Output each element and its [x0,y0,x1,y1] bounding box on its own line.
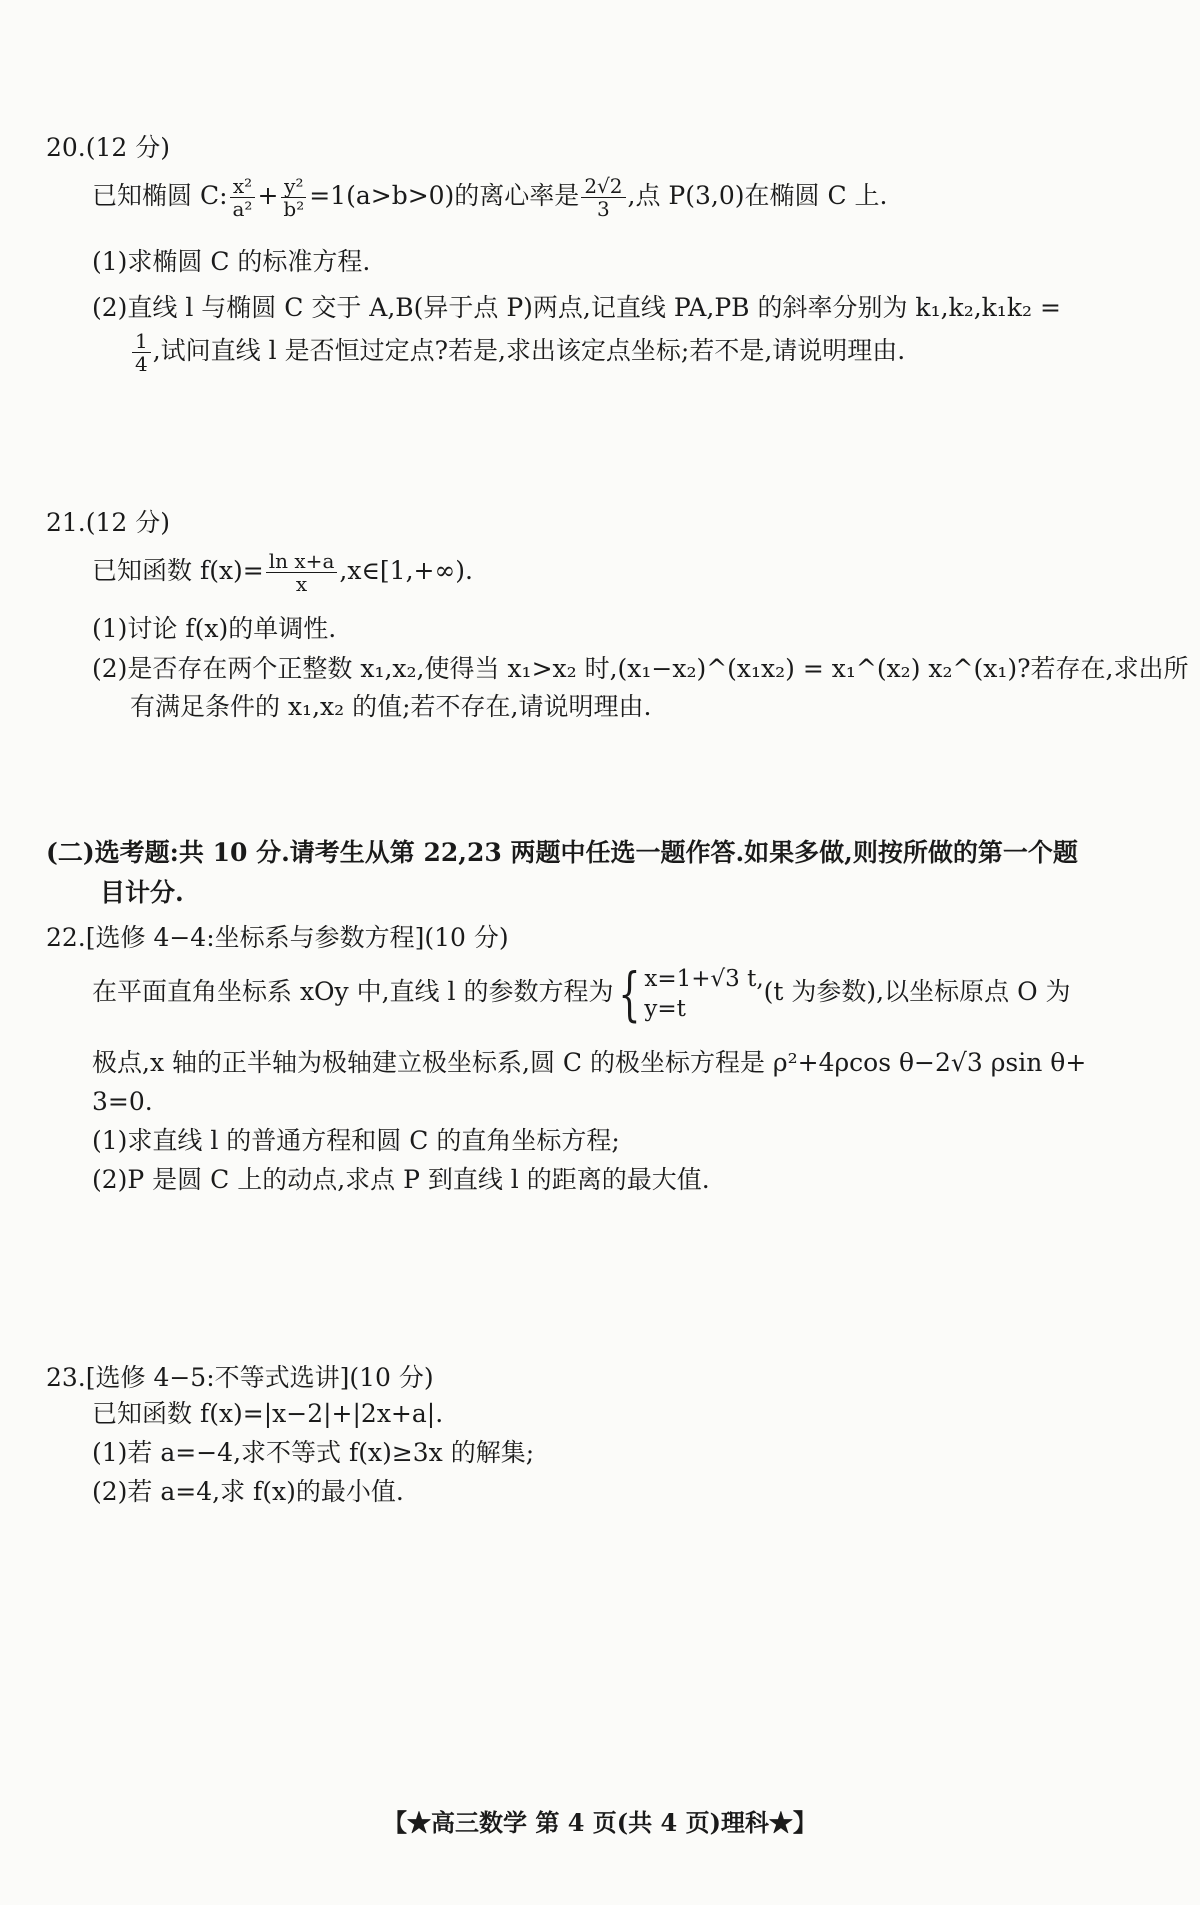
frac-denominator: x [295,572,308,596]
q21-stem [92,550,473,595]
section2-line1: (二)选考题:共 10 分.请考生从第 22,23 两题中任选一题作答.如果多做,则按所做的第一个题 [46,838,1078,867]
q20-heading: 20.(12 分) [46,133,171,162]
q20-frac-x [230,175,256,220]
frac-numerator: x² [230,175,255,198]
q20-part2-text: ,试问直线 l 是否恒过定点?若是,求出该定点坐标;若不是,请说明理由. [152,336,906,365]
q22-line2: 极点,x 轴的正半轴为极轴建立极坐标系,圆 C 的极坐标方程是 ρ²+4ρcos θ−2√3 ρsin θ+ [92,1048,1087,1077]
q23-part2: (2)若 a=4,求 f(x)的最小值. [92,1477,404,1506]
frac-numerator: y² [281,175,306,198]
q22-stem-pre: 在平面直角坐标系 xOy 中,直线 l 的参数方程为 [92,977,614,1006]
q23-stem: 已知函数 f(x)=|x−2|+|2x+a|. [92,1399,444,1428]
q22-part2: (2)P 是圆 C 上的动点,求点 P 到直线 l 的距离的最大值. [92,1165,710,1194]
system-line: x=1+√3 t, [644,965,764,992]
q21-part2-line1: (2)是否存在两个正整数 x₁,x₂,使得当 x₁>x₂ 时,(x₁−x₂)^(x₁x₂) = x₁^(x₂) x₂^(x₁)?若存在,求出所 [92,654,1189,683]
frac-denominator: 3 [597,197,610,221]
q21-stem-pre: 已知函数 f(x)= [92,556,264,585]
q23-heading: 23.[选修 4−5:不等式选讲](10 分) [46,1363,434,1392]
plus-sign: + [257,181,279,210]
q20-stem-mid: =1(a>b>0)的离心率是 [309,181,580,210]
q22-part1: (1)求直线 l 的普通方程和圆 C 的直角坐标方程; [92,1126,620,1155]
q21-heading: 21.(12 分) [46,508,171,537]
q20-part1: (1)求椭圆 C 的标准方程. [92,247,371,276]
q22-heading: 22.[选修 4−4:坐标系与参数方程](10 分) [46,923,509,952]
q22-stem [92,959,1071,1028]
q20-stem-post: ,点 P(3,0)在椭圆 C 上. [627,181,888,210]
q20-part2-line1: (2)直线 l 与椭圆 C 交于 A,B(异于点 P)两点,记直线 PA,PB 的斜率分别为 k₁,k₂,k₁k₂ = [92,293,1061,322]
q22-parametric-system [644,964,763,1024]
q22-stem-post: (t 为参数),以坐标原点 O 为 [763,977,1071,1006]
q21-stem-post: ,x∈[1,+∞). [339,556,474,585]
system-line: y=t [644,995,686,1022]
frac-numerator: 1 [132,330,151,353]
frac-denominator: a² [232,197,253,221]
q20-stem-pre: 已知椭圆 C: [92,181,228,210]
left-brace: { [618,959,641,1028]
frac-numerator: ln x+a [266,550,338,573]
page-footer: 【★高三数学 第 4 页(共 4 页)理科★】 [383,1808,817,1837]
q20-frac-y [280,175,307,220]
q21-part2-line2: 有满足条件的 x₁,x₂ 的值;若不存在,请说明理由. [130,692,652,721]
frac-numerator: 2√2 [581,175,625,198]
q21-part1: (1)讨论 f(x)的单调性. [92,614,337,643]
q21-frac [266,550,338,595]
q20-frac-eccentricity [581,175,625,220]
q20-stem [92,175,887,220]
frac-denominator: 4 [135,352,148,376]
q20-part2-line2 [130,330,905,375]
frac-denominator: b² [283,197,305,221]
section2-line2: 目计分. [100,878,184,907]
q20-frac-quarter [132,330,151,375]
q23-part1: (1)若 a=−4,求不等式 f(x)≥3x 的解集; [92,1438,535,1467]
q22-line3: 3=0. [92,1087,153,1116]
